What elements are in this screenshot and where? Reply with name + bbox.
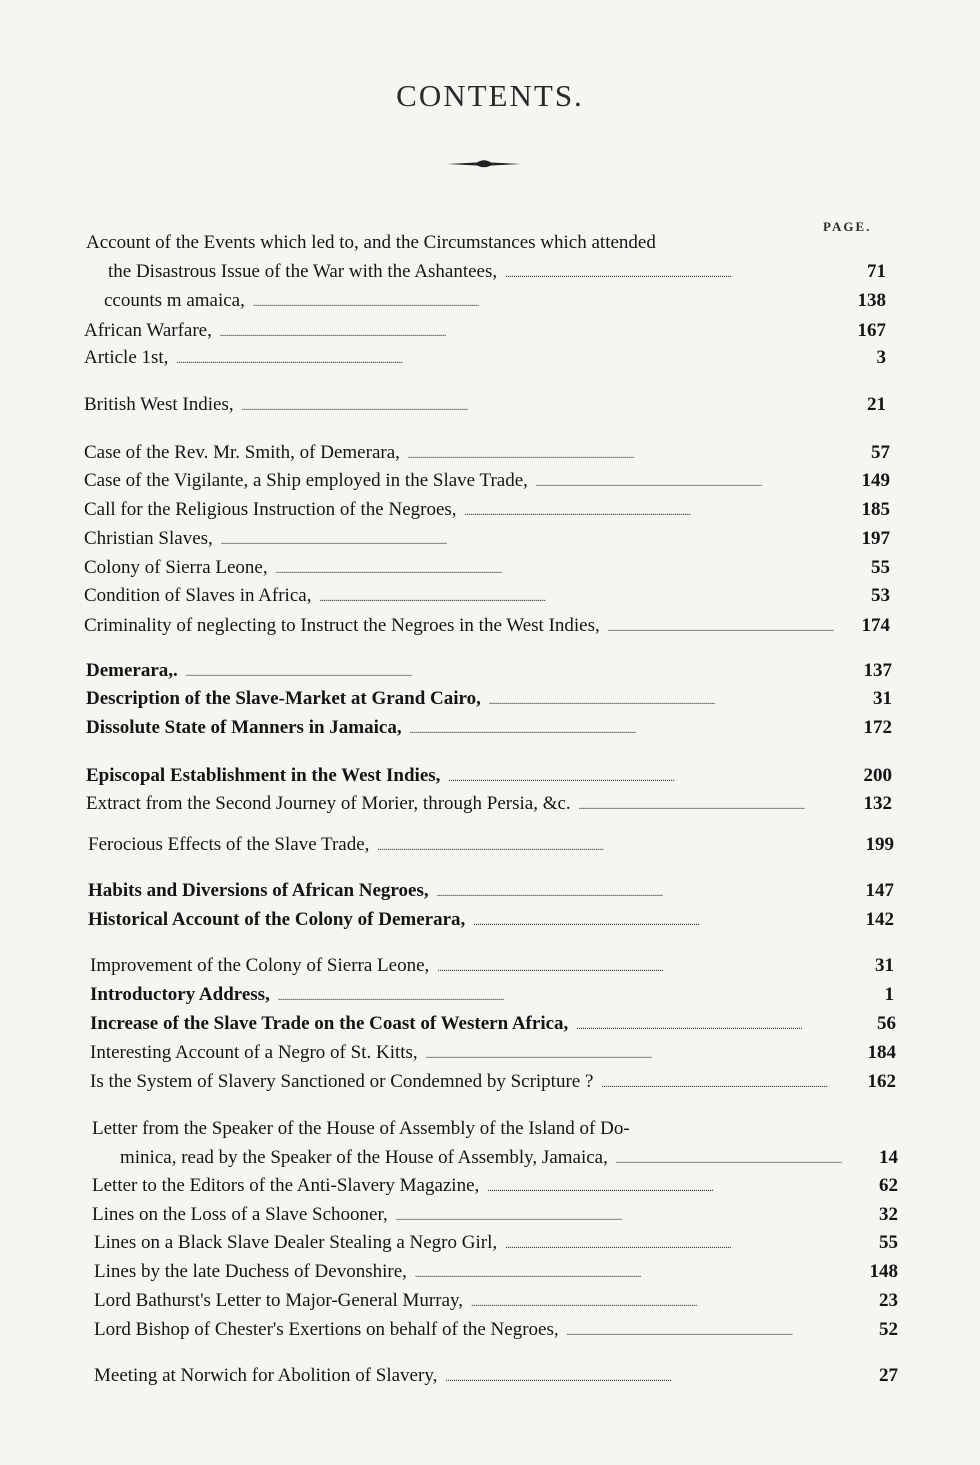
entry-page: 199 xyxy=(865,834,894,855)
entry-title: Is the System of Slavery Sanctioned or Condemned by Scripture ? xyxy=(90,1071,594,1092)
toc-entry[interactable] xyxy=(86,660,892,682)
leader-dots xyxy=(567,1319,856,1341)
entry-title: ccounts m amaica, xyxy=(104,290,245,311)
entry-page: 21 xyxy=(867,394,886,415)
leader-dots xyxy=(505,1232,856,1254)
leader-dots xyxy=(489,688,850,710)
entry-title: Historical Account of the Colony of Demerara, xyxy=(88,909,466,930)
entry-page: 1 xyxy=(884,984,894,1005)
leader-dots xyxy=(487,1175,856,1197)
leader-dots xyxy=(415,1261,856,1283)
entry-title: Episcopal Establishment in the West Indies, xyxy=(86,765,441,786)
leader-dots xyxy=(616,1147,856,1169)
toc-entry[interactable] xyxy=(88,834,894,856)
toc-entry[interactable] xyxy=(84,320,886,342)
toc-entry[interactable] xyxy=(90,1071,896,1093)
entry-title: Colony of Sierra Leone, xyxy=(84,557,268,578)
toc-entry[interactable] xyxy=(90,1042,896,1064)
entry-title: Condition of Slaves in Africa, xyxy=(84,585,312,606)
leader-dots xyxy=(396,1204,856,1226)
leader-dots xyxy=(176,347,844,369)
toc-entry[interactable] xyxy=(88,909,894,931)
leader-dots xyxy=(377,834,852,856)
entry-title: Improvement of the Colony of Sierra Leone, xyxy=(90,955,430,976)
entry-page: 147 xyxy=(865,880,894,901)
entry-page: 52 xyxy=(879,1319,898,1340)
toc-entry[interactable] xyxy=(84,470,890,492)
leader-dots xyxy=(536,470,848,492)
toc-entry[interactable] xyxy=(84,394,886,416)
entry-page: 57 xyxy=(871,442,890,463)
entry-page: 142 xyxy=(865,909,894,930)
entry-title: Dissolute State of Manners in Jamaica, xyxy=(86,717,402,738)
entry-title: Letter to the Editors of the Anti-Slavery Magazine, xyxy=(92,1175,480,1196)
toc-entry[interactable] xyxy=(90,1013,896,1035)
page-column-header: PAGE. xyxy=(823,219,872,234)
entry-page: 132 xyxy=(863,793,892,814)
entry-page: 53 xyxy=(871,585,890,606)
leader-dots xyxy=(426,1042,854,1064)
toc-entry[interactable] xyxy=(92,1204,898,1226)
toc-entry[interactable] xyxy=(104,290,886,312)
entry-title: Lines on the Loss of a Slave Schooner, xyxy=(92,1204,388,1225)
entry-page: 197 xyxy=(861,528,890,549)
leader-dots xyxy=(242,394,844,416)
entry-page: 27 xyxy=(879,1365,898,1386)
entry-title: Meeting at Norwich for Abolition of Slavery, xyxy=(94,1365,438,1386)
entry-title: Christian Slaves, xyxy=(84,528,213,549)
leader-dots xyxy=(576,1013,854,1035)
entry-page: 184 xyxy=(867,1042,896,1063)
entry-title: Case of the Rev. Mr. Smith, of Demerara, xyxy=(84,442,400,463)
entry-title: Ferocious Effects of the Slave Trade, xyxy=(88,834,370,855)
entry-title: Call for the Religious Instruction of the Negroes, xyxy=(84,499,457,520)
toc-entry[interactable] xyxy=(92,1175,898,1197)
entry-page: 162 xyxy=(867,1071,896,1092)
toc-entry[interactable] xyxy=(84,557,890,579)
entry-title: Habits and Diversions of African Negroes, xyxy=(88,880,429,901)
entry-page: 23 xyxy=(879,1290,898,1311)
entry-page: 167 xyxy=(857,320,886,341)
entry-page: 56 xyxy=(877,1013,896,1034)
leader-dots xyxy=(437,955,852,977)
leader-dots xyxy=(473,909,852,931)
leader-dots xyxy=(410,717,850,739)
entry-page: 31 xyxy=(873,688,892,709)
toc-entry[interactable] xyxy=(84,442,890,464)
toc-entry[interactable] xyxy=(94,1319,898,1341)
leader-dots xyxy=(608,615,848,637)
leader-dots xyxy=(505,261,844,283)
leader-dots xyxy=(448,765,850,787)
entry-page: 55 xyxy=(879,1232,898,1253)
leader-dots xyxy=(601,1071,854,1093)
leader-dots xyxy=(220,320,844,342)
toc-entry[interactable] xyxy=(108,261,886,283)
leader-dots xyxy=(186,660,850,682)
toc-entry[interactable] xyxy=(94,1290,898,1312)
entry-page: 185 xyxy=(861,499,890,520)
leader-dots xyxy=(445,1365,856,1387)
entry-title: Lines by the late Duchess of Devonshire, xyxy=(94,1261,407,1282)
entry-title: Case of the Vigilante, a Ship employed in the Slave Trade, xyxy=(84,470,528,491)
entry-title: the Disastrous Issue of the War with the Ashantees, xyxy=(108,261,498,282)
entry-title: African Warfare, xyxy=(84,320,212,341)
toc-entry[interactable] xyxy=(120,1147,898,1169)
toc-entry-continued-first-line: Account of the Events which led to, and the Circumstances which attended xyxy=(86,232,656,253)
toc-entry[interactable] xyxy=(84,615,890,637)
toc-entry[interactable] xyxy=(86,793,892,815)
toc-entry[interactable] xyxy=(94,1232,898,1254)
entry-title: Criminality of neglecting to Instruct the Negroes in the West Indies, xyxy=(84,615,600,636)
entry-title: Interesting Account of a Negro of St. Kitts, xyxy=(90,1042,418,1063)
leader-dots xyxy=(579,793,850,815)
entry-page: 14 xyxy=(879,1147,898,1168)
leader-dots xyxy=(471,1290,856,1312)
leader-dots xyxy=(319,585,848,607)
toc-entry[interactable] xyxy=(86,688,892,710)
entry-page: 3 xyxy=(876,347,886,368)
entry-title: minica, read by the Speaker of the House of Assembly, Jamaica, xyxy=(120,1147,608,1168)
entry-title: Increase of the Slave Trade on the Coast of Western Africa, xyxy=(90,1013,569,1034)
entry-title: British West Indies, xyxy=(84,394,234,415)
toc-entry[interactable] xyxy=(90,984,894,1006)
toc-entry[interactable] xyxy=(86,717,892,739)
leader-dots xyxy=(253,290,844,312)
entry-title: Lord Bishop of Chester's Exertions on behalf of the Negroes, xyxy=(94,1319,559,1340)
leader-dots xyxy=(437,880,852,902)
entry-page: 149 xyxy=(861,470,890,491)
entry-page: 172 xyxy=(863,717,892,738)
entry-page: 32 xyxy=(879,1204,898,1225)
entry-title: Lines on a Black Slave Dealer Stealing a Negro Girl, xyxy=(94,1232,498,1253)
entry-page: 148 xyxy=(869,1261,898,1282)
toc-entry[interactable] xyxy=(94,1261,898,1283)
leader-dots xyxy=(408,442,848,464)
page-title: CONTENTS. xyxy=(396,78,584,113)
leader-dots xyxy=(278,984,852,1006)
toc-entry[interactable] xyxy=(84,347,886,369)
entry-title: Lord Bathurst's Letter to Major-General Murray, xyxy=(94,1290,464,1311)
entry-page: 55 xyxy=(871,557,890,578)
toc-entry-continued-first-line: Letter from the Speaker of the House of Assembly of the Island of Do- xyxy=(92,1118,630,1139)
entry-page: 174 xyxy=(861,615,890,636)
leader-dots xyxy=(221,528,848,550)
toc-entry[interactable] xyxy=(94,1365,898,1387)
entry-title: Demerara,. xyxy=(86,660,178,681)
toc-entry[interactable] xyxy=(86,765,892,787)
leader-dots xyxy=(465,499,848,521)
entry-page: 31 xyxy=(875,955,894,976)
entry-page: 62 xyxy=(879,1175,898,1196)
toc-entry[interactable] xyxy=(84,499,890,521)
entry-page: 138 xyxy=(857,290,886,311)
toc-entry[interactable] xyxy=(84,585,890,607)
entry-title: Article 1st, xyxy=(84,347,169,368)
entry-title: Description of the Slave-Market at Grand Cairo, xyxy=(86,688,481,709)
toc-entry[interactable] xyxy=(84,528,890,550)
entry-page: 200 xyxy=(863,765,892,786)
entry-page: 137 xyxy=(863,660,892,681)
entry-title: Introductory Address, xyxy=(90,984,270,1005)
toc-entry[interactable] xyxy=(88,880,894,902)
leader-dots xyxy=(276,557,848,579)
toc-entry[interactable] xyxy=(90,955,894,977)
entry-page: 71 xyxy=(867,261,886,282)
entry-title: Extract from the Second Journey of Morier, through Persia, &c. xyxy=(86,793,571,814)
